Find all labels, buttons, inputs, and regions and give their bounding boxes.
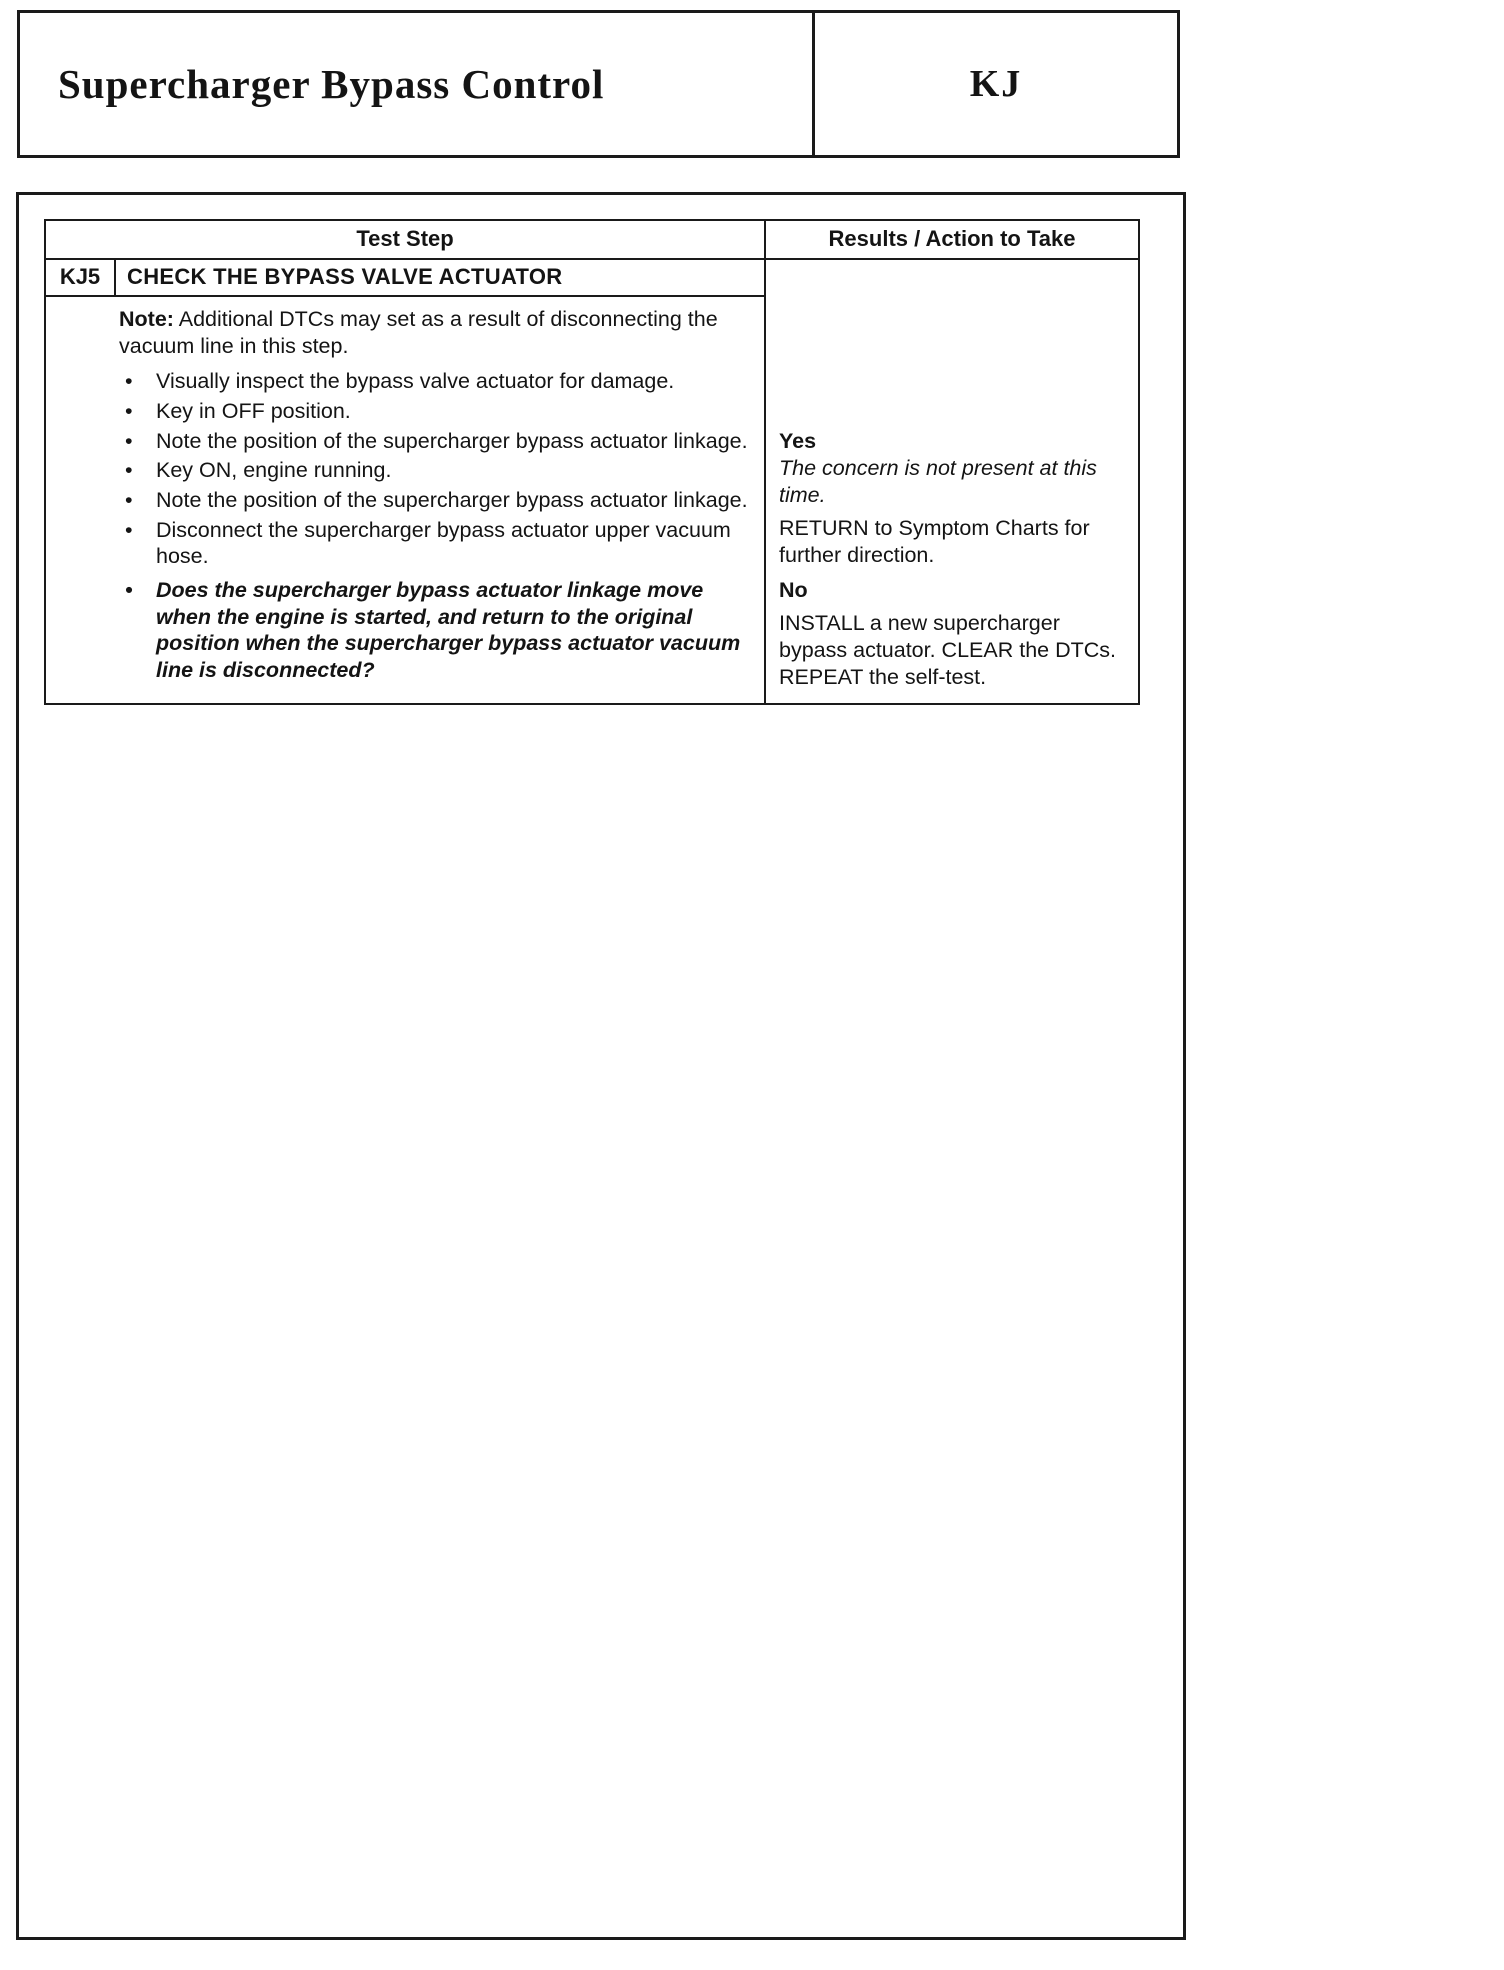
result-yes-action: RETURN to Symptom Charts for further direction.	[779, 515, 1090, 567]
page-header	[17, 10, 1180, 158]
step-instruction: • Key ON, engine running.	[119, 457, 752, 484]
step-note-text: Additional DTCs may set as a result of disconnecting the vacuum line in this step.	[119, 307, 718, 358]
step-instructions-list	[119, 368, 752, 683]
table-header-row	[45, 220, 1139, 259]
step-body-cell	[45, 296, 765, 704]
result-no-label: No	[779, 578, 808, 603]
results-cell	[765, 259, 1139, 704]
step-question: • Does the supercharger bypass actuator linkage move when the engine is started, and return to the original position when the supercharger bypass actuator vacuum line is disconnected?	[119, 577, 752, 684]
step-instruction: • Note the position of the supercharger bypass actuator linkage.	[119, 428, 752, 455]
column-header-results: Results / Action to Take	[765, 220, 1139, 259]
result-no-block	[779, 577, 1130, 691]
page-header-title-cell	[20, 13, 815, 155]
page-header-code-cell	[815, 13, 1177, 155]
step-instruction: • Disconnect the supercharger bypass actuator upper vacuum hose.	[119, 517, 752, 570]
content-frame	[16, 192, 1186, 1940]
step-instruction: • Visually inspect the bypass valve actuator for damage.	[119, 368, 752, 395]
step-title: CHECK THE BYPASS VALVE ACTUATOR	[115, 259, 765, 296]
step-instruction: • Note the position of the supercharger bypass actuator linkage.	[119, 487, 752, 514]
result-yes-block	[779, 428, 1130, 568]
step-note	[119, 306, 752, 359]
result-yes-description: The concern is not present at this time.	[779, 455, 1097, 507]
result-no-action: INSTALL a new supercharger bypass actuator. CLEAR the DTCs. REPEAT the self-test.	[779, 611, 1116, 689]
step-instruction: • Key in OFF position.	[119, 398, 752, 425]
result-yes-label: Yes	[779, 429, 817, 453]
page-title: Supercharger Bypass Control	[58, 61, 605, 107]
column-header-test-step: Test Step	[45, 220, 765, 259]
step-title-row	[45, 259, 1139, 296]
step-note-label: Note:	[119, 307, 174, 332]
step-id: KJ5	[45, 259, 115, 296]
section-code: KJ	[969, 63, 1023, 105]
pinpoint-test-table	[44, 219, 1140, 705]
